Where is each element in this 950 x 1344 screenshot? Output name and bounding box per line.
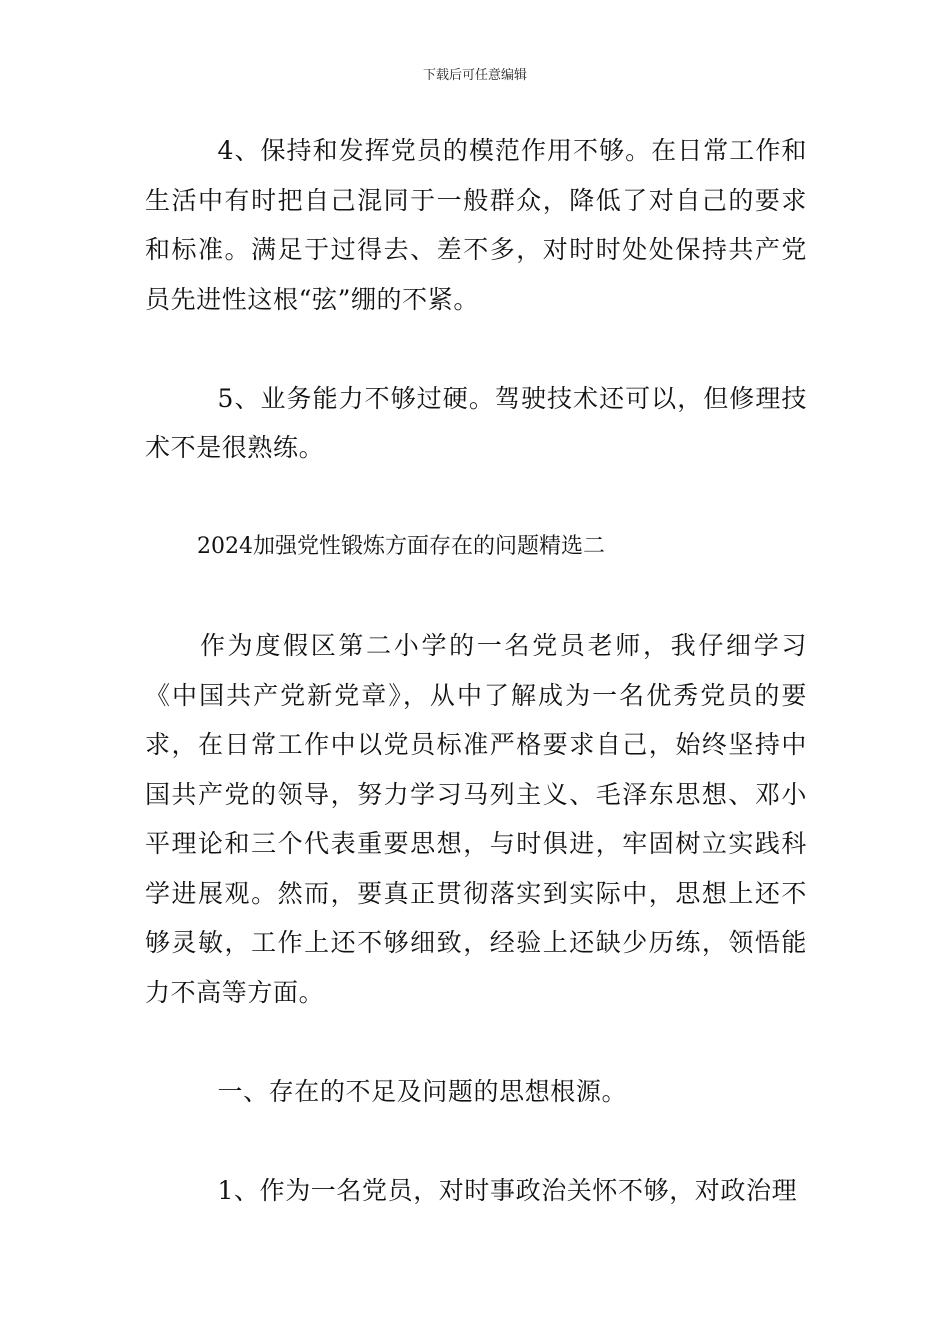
paragraph-gap [145,324,807,374]
paragraph-gap [145,473,807,523]
section-title: 2024加强党性锻炼方面存在的问题精选二 [197,534,605,559]
paragraph-item-5: 5、业务能力不够过硬。驾驶技术还可以，但修理技术不是很熟练。 [145,383,807,462]
paragraph-intro: 作为度假区第二小学的一名党员老师，我仔细学习《中国共产党新党章》，从中了解成为一名优秀党员的要求，在日常工作中以党员标准严格要求自己，始终坚持中国共产党的领导，努力学习马列主义、毛泽东思想、邓小平理论和三个代表重要思想，与时俱进，牢固树立实践科学进展观。然而，要真正贯彻落实到实际中，思想上还不够灵敏，工作上还不够细致，经验上还缺少历练，领悟能力不高等方面。 [145,631,807,1007]
paragraph-item-4: 4、保持和发挥党员的模范作用不够。在日常工作和生活中有时把自己混同于一般群众，降低了对自己的要求和标准。满足于过得去、差不多，对时时处处保持共产党员先进性这根“弦”绷的不紧。 [145,136,807,314]
section-heading-1: 一、存在的不足及问题的思想根源。 [217,1076,628,1106]
paragraph-item-1: 1、作为一名党员，对时事政治关怀不够，对政治理 [217,1175,798,1205]
paragraph-gap [145,1116,807,1166]
paragraph-gap [145,1017,807,1067]
document-body [145,126,807,1215]
page-header: 下载后可任意编辑 [422,68,527,83]
paragraph-gap [145,572,807,622]
